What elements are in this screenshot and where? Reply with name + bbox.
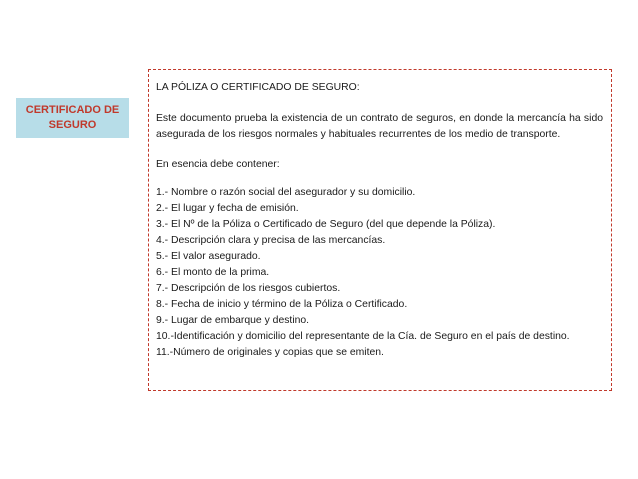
list-item: 7.- Descripción de los riesgos cubiertos. [156, 283, 341, 294]
side-label-text: CERTIFICADO DE SEGURO [25, 104, 120, 131]
list-item: 10.-Identificación y domicilio del representante de la Cía. de Seguro en el país de destino. [156, 331, 570, 342]
list-item: 8.- Fecha de inicio y término de la Póliza o Certificado. [156, 299, 408, 310]
list-item: 9.- Lugar de embarque y destino. [156, 315, 310, 326]
box-heading: LA PÓLIZA O CERTIFICADO DE SEGURO: [156, 82, 360, 93]
list-item: 5.- El valor asegurado. [156, 251, 261, 262]
box-lead: En esencia debe contener: [156, 159, 280, 170]
list-item: 4.- Descripción clara y precisa de las mercancías. [156, 235, 386, 246]
list-item: 3.- El Nº de la Póliza o Certificado de Seguro (del que depende la Póliza). [156, 219, 496, 230]
list-item: 6.- El monto de la prima. [156, 267, 270, 278]
document-box [148, 69, 612, 391]
list-item: 1.- Nombre o razón social del asegurador y su domicilio. [156, 187, 416, 198]
list-item: 2.- El lugar y fecha de emisión. [156, 203, 299, 214]
box-intro: Este documento prueba la existencia de un contrato de seguros, en donde la mercancía ha sido asegurada de los riesgos normales y habituales recurrentes de los medio de transporte. [156, 113, 603, 140]
side-label [16, 98, 129, 138]
list-item: 11.-Número de originales y copias que se emiten. [156, 347, 384, 358]
requirements-list [156, 185, 603, 361]
